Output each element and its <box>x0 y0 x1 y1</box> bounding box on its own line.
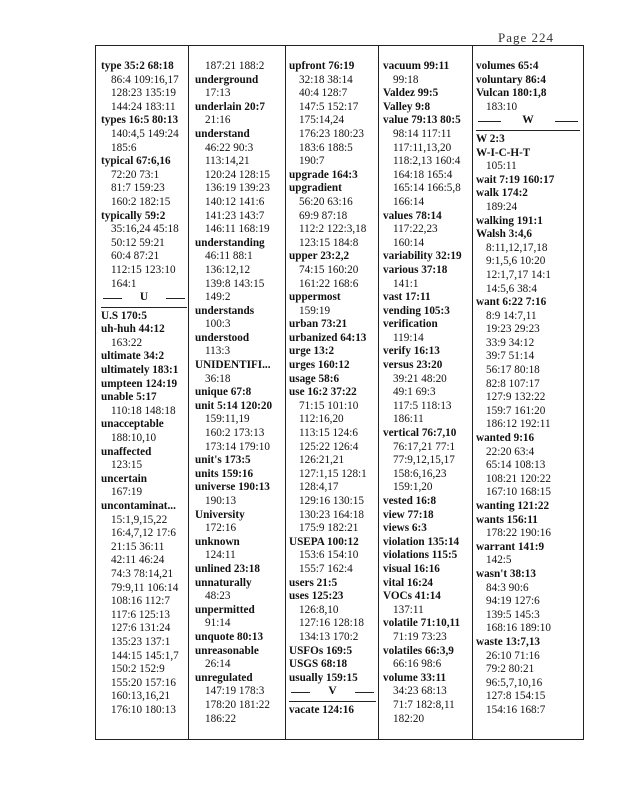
index-entry-references: 19:23 29:23 <box>486 323 540 336</box>
index-entry-references: 100:3 <box>205 318 231 331</box>
index-entry-term: wanted 9:16 <box>476 432 535 445</box>
index-entry-term: value 79:13 80:5 <box>383 114 461 127</box>
index-entry-references: 136:12,12 <box>205 263 251 276</box>
index-entry-references: 127:8 154:15 <box>486 690 546 703</box>
section-letter-heading: V <box>289 685 376 699</box>
index-entry-term: ultimately 183:1 <box>101 364 179 377</box>
index-entry-term: unquote 80:13 <box>195 630 264 643</box>
index-entry-references: 49:1 69:3 <box>393 386 436 399</box>
index-entry-term: volume 33:11 <box>383 671 447 684</box>
index-entry-term: unique 67:8 <box>195 386 252 399</box>
index-entry-references: 46:11 88:1 <box>205 250 253 263</box>
index-entry-term: type 35:2 68:18 <box>101 60 174 72</box>
index-entry-references: 182:20 <box>393 712 425 725</box>
index-entry-references: 79:9,11 106:14 <box>111 581 179 594</box>
index-entry-term: upper 23:2,2 <box>289 250 350 263</box>
index-entry-references: 113:14,21 <box>205 155 250 168</box>
index-entry-references: 36:18 <box>205 372 231 385</box>
index-entry-references: 186:11 <box>393 413 424 426</box>
index-entry-term: volumes 65:4 <box>476 60 539 72</box>
index-entry-term: VOCs 41:14 <box>383 590 441 603</box>
index-entry-references: 190:7 <box>299 155 325 168</box>
index-entry-references: 153:6 154:10 <box>299 549 359 562</box>
index-entry-references: 112:15 123:10 <box>111 263 176 276</box>
index-entry-references: 99:18 <box>393 73 419 86</box>
index-entry-term: unregulated <box>195 671 253 684</box>
index-entry-term: vacuum 99:11 <box>383 60 450 72</box>
index-entry-references: 113:15 124:6 <box>299 427 358 440</box>
index-entry-term: umpteen 124:19 <box>101 377 178 390</box>
index-entry-term: various 37:18 <box>383 263 448 276</box>
index-entry-references: 91:14 <box>205 617 231 630</box>
index-entry-term: voluntary 86:4 <box>476 73 546 86</box>
column-divider <box>378 46 379 739</box>
column-divider <box>285 46 286 739</box>
index-entry-references: 117:22,23 <box>393 223 438 236</box>
index-entry-references: 163:22 <box>111 336 143 349</box>
index-entry-references: 98:14 117:11 <box>393 127 452 140</box>
index-entry-term: violations 115:5 <box>383 549 458 562</box>
index-entry-term: underlain 20:7 <box>195 100 265 113</box>
index-entry-references: 39:7 51:14 <box>486 350 535 363</box>
index-entry-references: 15:1,9,15,22 <box>111 513 168 526</box>
index-entry-term: uncertain <box>101 472 147 485</box>
page-number: Page 224 <box>498 30 555 45</box>
index-entry-references: 50:12 59:21 <box>111 236 165 249</box>
index-entry-term: unit's 173:5 <box>195 454 251 467</box>
index-entry-references: 159:7 161:20 <box>486 404 546 417</box>
index-entry-term: uh-huh 44:12 <box>101 323 165 336</box>
index-entry-references: 39:21 48:20 <box>393 372 447 385</box>
index-entry-references: 48:23 <box>205 590 231 603</box>
index-entry-references: 159:1,20 <box>393 481 433 494</box>
index-entry-references: 105:11 <box>486 160 517 173</box>
index-entry-references: 108:21 120:22 <box>486 472 551 485</box>
index-column-3 <box>289 60 376 718</box>
index-entry-term: visual 16:16 <box>383 562 440 575</box>
index-entry-references: 175:14,24 <box>299 114 345 127</box>
index-entry-references: 22:20 63:4 <box>486 445 535 458</box>
index-entry-term: verify 16:13 <box>383 345 440 358</box>
index-entry-term: views 6:3 <box>383 522 427 535</box>
index-entry-term: USFOs 169:5 <box>289 644 353 657</box>
index-entry-references: 126:21,21 <box>299 454 345 467</box>
index-entry-references: 150:2 152:9 <box>111 663 165 676</box>
index-entry-references: 155:20 157:16 <box>111 676 176 689</box>
index-entry-term: want 6:22 7:16 <box>476 296 547 309</box>
index-entry-references: 84:3 90:6 <box>486 581 529 594</box>
index-entry-references: 82:8 107:17 <box>486 377 540 390</box>
index-entry-term: understanding <box>195 236 265 249</box>
index-entry-references: 140:4,5 149:24 <box>111 127 179 140</box>
index-entry-references: 81:7 159:23 <box>111 182 165 195</box>
index-entry-references: 127:6 131:24 <box>111 622 171 635</box>
index-entry-term: urbanized 64:13 <box>289 331 367 344</box>
index-entry-term: wasn't 38:13 <box>476 567 536 580</box>
index-entry-term: values 78:14 <box>383 209 442 222</box>
index-entry-references: 42:11 46:24 <box>111 554 165 567</box>
index-entry-term: unacceptable <box>101 418 164 431</box>
index-entry-references: 172:16 <box>205 522 237 535</box>
index-entry-references: 173:14 179:10 <box>205 440 270 453</box>
index-entry-references: 74:15 160:20 <box>299 263 359 276</box>
index-entry-references: 34:23 68:13 <box>393 685 447 698</box>
index-entry-references: 154:16 168:7 <box>486 703 546 716</box>
index-entry-term: urban 73:21 <box>289 318 348 331</box>
index-entry-references: 112:2 122:3,18 <box>299 223 367 236</box>
index-entry-term: types 16:5 80:13 <box>101 114 179 127</box>
index-entry-references: 160:2 173:13 <box>205 427 265 440</box>
index-entry-references: 168:16 189:10 <box>486 622 551 635</box>
index-entry-references: 123:15 184:8 <box>299 236 359 249</box>
index-entry-references: 56:20 63:16 <box>299 195 353 208</box>
index-entry-references: 189:24 <box>486 200 518 213</box>
index-entry-references: 140:12 141:6 <box>205 195 265 208</box>
index-entry-references: 40:4 128:7 <box>299 87 348 100</box>
index-column-4 <box>383 60 470 726</box>
index-entry-term: view 77:18 <box>383 508 434 521</box>
index-entry-references: 8:9 14:7,11 <box>486 309 537 322</box>
index-entry-references: 147:19 178:3 <box>205 685 265 698</box>
index-entry-references: 176:10 180:13 <box>111 703 176 716</box>
index-entry-references: 124:11 <box>205 549 236 562</box>
index-entry-references: 130:23 164:18 <box>299 508 364 521</box>
index-entry-term: waste 13:7,13 <box>476 635 541 648</box>
index-entry-references: 35:16,24 45:18 <box>111 223 179 236</box>
index-entry-references: 112:16,20 <box>299 413 344 426</box>
index-entry-term: volatiles 66:3,9 <box>383 644 454 657</box>
index-entry-term: upgrade 164:3 <box>289 168 358 181</box>
index-entry-references: 127:16 128:18 <box>299 617 364 630</box>
index-entry-references: 146:11 168:19 <box>205 223 270 236</box>
index-entry-term: W-I-C-H-T <box>476 146 531 159</box>
index-column-5 <box>476 60 580 718</box>
index-entry-references: 46:22 90:3 <box>205 141 254 154</box>
index-entry-references: 160:13,16,21 <box>111 690 171 703</box>
index-entry-term: Vulcan 180:1,8 <box>476 87 547 100</box>
index-entry-term: upgradient <box>289 182 342 195</box>
index-entry-term: USGS 68:18 <box>289 658 348 671</box>
index-entry-term: understood <box>195 331 250 344</box>
index-entry-term: unaffected <box>101 445 152 458</box>
index-entry-references: 113:3 <box>205 345 231 358</box>
index-entry-references: 72:20 73:1 <box>111 168 160 181</box>
index-entry-references: 71:15 101:10 <box>299 399 359 412</box>
index-entry-references: 33:9 34:12 <box>486 336 535 349</box>
index-entry-references: 190:13 <box>205 495 237 507</box>
index-entry-references: 158:6,16,23 <box>393 467 447 480</box>
column-divider <box>472 46 473 739</box>
index-entry-references: 188:10,10 <box>111 432 157 445</box>
index-entry-term: uses 125:23 <box>289 590 344 603</box>
index-entry-term: wanting 121:22 <box>476 500 550 512</box>
index-entry-references: 139:5 145:3 <box>486 608 540 621</box>
index-entry-term: unknown <box>195 535 240 548</box>
index-entry-term: unnaturally <box>195 576 252 589</box>
index-entry-term: uncontaminat... <box>101 500 176 512</box>
index-entry-term: typical 67:6,16 <box>101 155 171 168</box>
index-entry-references: 21:16 <box>205 114 231 127</box>
index-entry-references: 128:23 135:19 <box>111 87 176 100</box>
index-entry-term: W 2:3 <box>476 132 505 145</box>
index-entry-references: 123:15 <box>111 459 143 472</box>
index-entry-term: Walsh 3:4,6 <box>476 228 532 241</box>
index-entry-term: understands <box>195 304 255 317</box>
index-entry-term: variability 32:19 <box>383 250 462 263</box>
index-entry-references: 110:18 148:18 <box>111 404 176 417</box>
index-entry-references: 94:19 127:6 <box>486 595 540 608</box>
index-entry-term: urges 160:12 <box>289 359 350 372</box>
index-entry-references: 108:16 112:7 <box>111 595 170 608</box>
index-entry-references: 166:14 <box>393 195 425 208</box>
index-entry-references: 77:9,12,15,17 <box>393 454 455 467</box>
index-entry-references: 117:11,13,20 <box>393 141 452 154</box>
index-entry-references: 127:1,15 128:1 <box>299 467 367 480</box>
index-entry-term: vested 16:8 <box>383 495 437 507</box>
index-entry-term: ultimate 34:2 <box>101 350 165 363</box>
index-entry-references: 71:19 73:23 <box>393 630 447 643</box>
index-entry-references: 26:10 71:16 <box>486 649 540 662</box>
index-entry-references: 159:11,19 <box>205 413 250 426</box>
index-entry-references: 183:6 188:5 <box>299 141 353 154</box>
index-entry-term: usage 58:6 <box>289 372 340 385</box>
index-entry-references: 26:14 <box>205 658 231 671</box>
index-entry-term: versus 23:20 <box>383 359 443 372</box>
index-entry-references: 147:5 152:17 <box>299 100 359 113</box>
word-index-box <box>95 45 584 740</box>
index-entry-term: Valdez 99:5 <box>383 87 439 100</box>
index-entry-term: typically 59:2 <box>101 209 166 222</box>
index-entry-references: 167:19 <box>111 486 143 499</box>
index-entry-term: unit 5:14 120:20 <box>195 399 273 412</box>
index-entry-term: violation 135:14 <box>383 535 460 548</box>
index-entry-term: wait 7:19 160:17 <box>476 173 555 186</box>
index-entry-references: 66:16 98:6 <box>393 658 442 671</box>
index-entry-term: understand <box>195 127 250 140</box>
index-entry-term: vast 17:11 <box>383 291 431 304</box>
section-letter-heading: U <box>101 291 187 305</box>
index-entry-references: 117:5 118:13 <box>393 399 452 412</box>
section-letter-heading: W <box>476 114 580 128</box>
index-entry-term: unreasonable <box>195 644 259 657</box>
index-entry-references: 160:14 <box>393 236 425 249</box>
index-entry-term: unpermitted <box>195 603 255 616</box>
index-entry-references: 14:5,6 38:4 <box>486 282 537 295</box>
index-entry-references: 21:15 36:11 <box>111 540 165 553</box>
index-entry-term: units 159:16 <box>195 467 254 480</box>
index-entry-references: 155:7 162:4 <box>299 562 353 575</box>
index-entry-term: urge 13:2 <box>289 345 335 358</box>
index-entry-references: 144:15 145:1,7 <box>111 649 179 662</box>
index-entry-references: 176:23 180:23 <box>299 127 364 140</box>
index-entry-references: 86:4 109:16,17 <box>111 73 179 86</box>
index-entry-references: 79:2 80:21 <box>486 663 535 676</box>
index-entry-term: walking 191:1 <box>476 214 543 227</box>
index-entry-term: verification <box>383 318 438 331</box>
index-entry-references: 178:22 190:16 <box>486 527 551 540</box>
index-entry-term: unable 5:17 <box>101 391 157 404</box>
index-entry-term: users 21:5 <box>289 576 338 589</box>
index-entry-references: 144:24 183:11 <box>111 100 176 113</box>
index-column-2 <box>195 60 283 726</box>
index-entry-references: 117:6 125:13 <box>111 608 170 621</box>
index-entry-term: vital 16:24 <box>383 576 434 589</box>
index-entry-references: 8:11,12,17,18 <box>486 241 548 254</box>
index-entry-references: 185:6 <box>111 141 137 154</box>
index-entry-references: 165:14 166:5,8 <box>393 182 461 195</box>
index-entry-references: 69:9 87:18 <box>299 209 348 222</box>
index-entry-references: 125:22 126:4 <box>299 440 359 453</box>
index-entry-references: 160:2 182:15 <box>111 195 171 208</box>
index-entry-references: 126:8,10 <box>299 603 339 616</box>
index-entry-references: 128:4,17 <box>299 481 339 494</box>
index-entry-references: 137:11 <box>393 603 424 616</box>
index-entry-references: 149:2 <box>205 291 231 304</box>
index-entry-references: 12:1,7,17 14:1 <box>486 268 551 281</box>
index-entry-term: volatile 71:10,11 <box>383 617 461 630</box>
index-entry-term: underground <box>195 73 259 86</box>
index-entry-term: UNIDENTIFI... <box>195 359 271 372</box>
index-entry-references: 142:5 <box>486 554 512 567</box>
index-entry-references: 141:23 143:7 <box>205 209 265 222</box>
index-entry-references: 65:14 108:13 <box>486 459 546 472</box>
index-entry-term: vertical 76:7,10 <box>383 427 457 440</box>
index-entry-term: unlined 23:18 <box>195 562 260 575</box>
index-entry-references: 17:13 <box>205 87 231 100</box>
index-entry-references: 127:9 132:22 <box>486 391 546 404</box>
index-entry-references: 74:3 78:14,21 <box>111 567 174 580</box>
index-entry-term: upfront 76:19 <box>289 60 355 72</box>
index-entry-references: 135:23 137:1 <box>111 635 171 648</box>
index-entry-references: 9:1,5,6 10:20 <box>486 255 546 268</box>
index-entry-references: 119:14 <box>393 331 424 344</box>
index-entry-references: 136:19 139:23 <box>205 182 270 195</box>
index-entry-references: 164:18 165:4 <box>393 168 453 181</box>
index-entry-term: University <box>195 508 245 521</box>
index-entry-term: universe 190:13 <box>195 481 270 494</box>
index-entry-references: 118:2,13 160:4 <box>393 155 461 168</box>
index-entry-references: 161:22 168:6 <box>299 277 359 290</box>
index-entry-references: 164:1 <box>111 277 137 290</box>
index-entry-references: 76:17,21 77:1 <box>393 440 456 453</box>
index-entry-references: 60:4 87:21 <box>111 250 160 263</box>
index-entry-references: 56:17 80:18 <box>486 364 540 377</box>
index-entry-references: 187:21 188:2 <box>205 60 265 72</box>
index-entry-term: uppermost <box>289 291 341 304</box>
index-entry-references: 167:10 168:15 <box>486 486 551 499</box>
index-entry-references: 71:7 182:8,11 <box>393 698 455 711</box>
index-entry-term: vacate 124:16 <box>289 703 354 716</box>
index-entry-term: U.S 170:5 <box>101 309 147 322</box>
index-entry-term: wants 156:11 <box>476 513 538 526</box>
index-entry-term: usually 159:15 <box>289 671 358 684</box>
index-entry-term: warrant 141:9 <box>476 540 545 553</box>
index-entry-references: 175:9 182:21 <box>299 522 359 535</box>
index-entry-references: 134:13 170:2 <box>299 630 359 643</box>
column-divider <box>188 46 189 739</box>
index-entry-references: 141:1 <box>393 277 419 290</box>
index-entry-references: 129:16 130:15 <box>299 495 364 507</box>
index-entry-references: 16:4,7,12 17:6 <box>111 527 176 540</box>
index-entry-references: 178:20 181:22 <box>205 698 270 711</box>
index-entry-term: Valley 9:8 <box>383 100 431 113</box>
index-column-1 <box>101 60 187 718</box>
index-entry-references: 186:12 192:11 <box>486 418 551 431</box>
index-entry-references: 159:19 <box>299 304 331 317</box>
index-entry-references: 183:10 <box>486 100 518 113</box>
index-entry-references: 120:24 128:15 <box>205 168 270 181</box>
index-entry-term: use 16:2 37:22 <box>289 386 357 399</box>
index-entry-references: 96:5,7,10,16 <box>486 676 543 689</box>
index-entry-references: 186:22 <box>205 712 237 725</box>
index-entry-references: 139:8 143:15 <box>205 277 265 290</box>
index-entry-term: vending 105:3 <box>383 304 450 317</box>
index-entry-term: USEPA 100:12 <box>289 535 359 548</box>
index-entry-references: 32:18 38:14 <box>299 73 353 86</box>
index-entry-term: walk 174:2 <box>476 187 528 200</box>
